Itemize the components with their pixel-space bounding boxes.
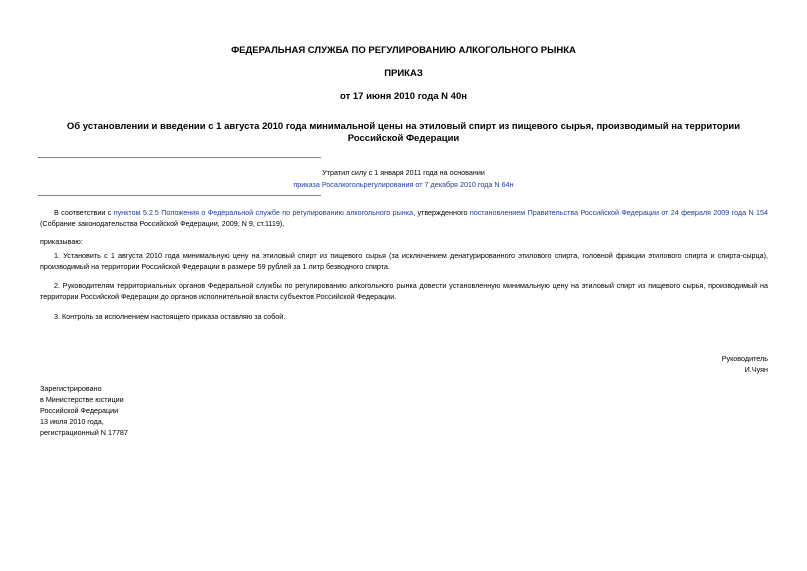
- preamble-text-2: , утвержденного: [413, 208, 470, 217]
- registration-line: Зарегистрировано: [40, 384, 102, 393]
- preamble-text-3: (Собрание законодательства Российской Федерации, 2009, N 9, ст.1119),: [40, 219, 285, 229]
- agency-name: ФЕДЕРАЛЬНАЯ СЛУЖБА ПО РЕГУЛИРОВАНИЮ АЛКОГОЛЬНОГО РЫНКА: [231, 45, 576, 56]
- registration-line: Российской Федерации: [40, 406, 119, 415]
- repeal-notice-link-row: [0, 179, 807, 190]
- divider-bottom: [38, 195, 321, 196]
- signature-name: И.Чуян: [744, 365, 768, 374]
- repeal-order-link[interactable]: приказа Росалкогольрегулирования от 7 декабря 2010 года N 64н: [293, 180, 514, 189]
- doc-date-number: от 17 июня 2010 года N 40н: [340, 91, 467, 102]
- registration-line: регистрационный N 17787: [40, 428, 128, 437]
- page-title: Об установлении и введении с 1 августа 2010 года минимальной цены на этиловый спирт из пищевого сырья, производимый на территории Российской Федерации: [66, 121, 741, 144]
- order-word: приказываю:: [40, 237, 83, 246]
- registration-line: в Министерстве юстиции: [40, 395, 124, 404]
- preamble: [40, 207, 768, 230]
- order-item-1: 1. Установить с 1 августа 2010 года минимальную цену на этиловый спирт из пищевого сырья (за исключением денатурированного этилового спирта, головной фракции этилового спирта и спирта-сырца), производимый на территории Российской Федерации в размере 59 рублей за 1 литр безводного спирта.: [40, 251, 768, 272]
- repeal-notice: Утратил силу с 1 января 2011 года на основании: [322, 168, 485, 177]
- preamble-text-1: В соответствии с: [54, 208, 114, 217]
- order-item-2: 2. Руководителям территориальных органов Федеральной службы по регулированию алкогольного рынка довести установленную минимальную цену на этиловый спирт из пищевого сырья, производимый на территории Российской Федерации до органов исполнительной власти субъектов Российской Федерации.: [40, 281, 768, 302]
- registration-line: 13 июля 2010 года,: [40, 417, 104, 426]
- doc-type: ПРИКАЗ: [384, 68, 423, 79]
- signature-role: Руководитель: [721, 354, 768, 363]
- government-decree-link[interactable]: постановлением Правительства Российской Федерации от 24 февраля 2009 года N 154: [469, 208, 769, 217]
- divider-top: [38, 157, 321, 158]
- regulation-clause-link[interactable]: пунктом 5.2.5 Положения о Федеральной службе по регулированию алкогольного рынка: [113, 208, 414, 217]
- registration-block: [40, 383, 240, 438]
- order-item-3: 3. Контроль за исполнением настоящего приказа оставляю за собой.: [54, 312, 286, 321]
